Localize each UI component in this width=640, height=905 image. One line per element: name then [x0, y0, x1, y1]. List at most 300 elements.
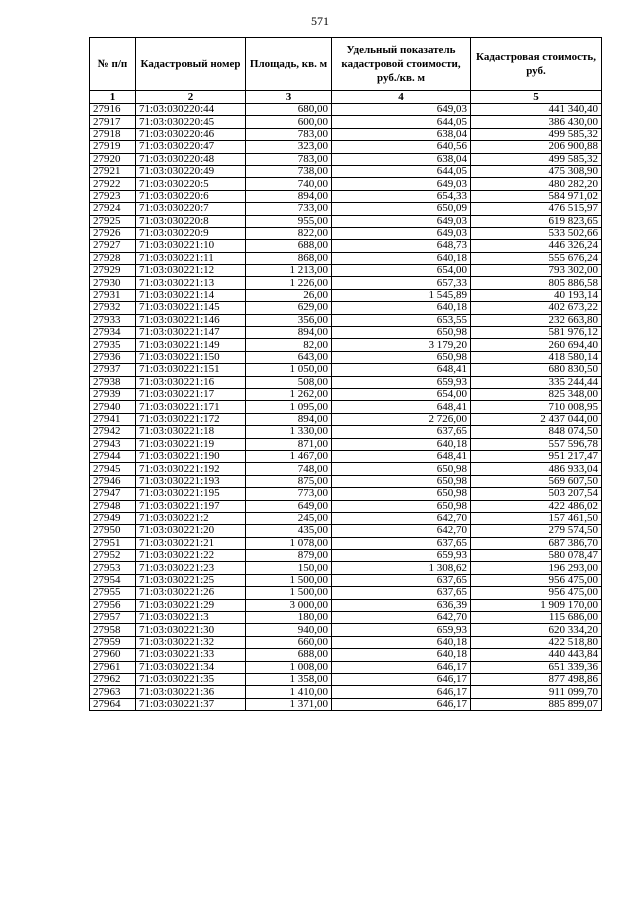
area-cell: 629,00 — [246, 302, 332, 314]
cadastral-number-cell: 71:03:030221:20 — [136, 525, 246, 537]
col-number-3: 3 — [246, 91, 332, 104]
cadastral-number-cell: 71:03:030221:23 — [136, 562, 246, 574]
unit-value-cell: 650,09 — [332, 203, 471, 215]
cadastral-number-cell: 71:03:030221:26 — [136, 587, 246, 599]
table-row — [90, 562, 602, 574]
row-number-cell: 27954 — [90, 574, 136, 586]
area-cell: 688,00 — [246, 240, 332, 252]
cadastral-number-cell: 71:03:030221:147 — [136, 327, 246, 339]
cadastral-number-cell: 71:03:030220:8 — [136, 215, 246, 227]
row-number-cell: 27957 — [90, 612, 136, 624]
table-row — [90, 128, 602, 140]
unit-value-cell: 659,93 — [332, 550, 471, 562]
cadastral-value-cell: 651 339,36 — [471, 661, 602, 673]
row-number-cell: 27925 — [90, 215, 136, 227]
area-cell: 894,00 — [246, 413, 332, 425]
row-number-cell: 27936 — [90, 351, 136, 363]
row-number-cell: 27918 — [90, 128, 136, 140]
row-number-cell: 27923 — [90, 190, 136, 202]
table-row — [90, 252, 602, 264]
area-cell: 26,00 — [246, 289, 332, 301]
cadastral-value-cell: 499 585,32 — [471, 128, 602, 140]
cadastral-value-cell: 805 886,58 — [471, 277, 602, 289]
area-cell: 600,00 — [246, 116, 332, 128]
unit-value-cell: 640,18 — [332, 649, 471, 661]
cadastral-value-cell: 279 574,50 — [471, 525, 602, 537]
area-cell: 1 358,00 — [246, 673, 332, 685]
unit-value-cell: 648,73 — [332, 240, 471, 252]
row-number-cell: 27948 — [90, 500, 136, 512]
unit-value-cell: 640,18 — [332, 302, 471, 314]
cadastral-value-cell: 793 302,00 — [471, 265, 602, 277]
cadastral-number-cell: 71:03:030220:46 — [136, 128, 246, 140]
cadastral-number-cell: 71:03:030221:151 — [136, 364, 246, 376]
row-number-cell: 27962 — [90, 673, 136, 685]
table-row — [90, 488, 602, 500]
unit-value-cell: 650,98 — [332, 500, 471, 512]
table-header-row — [90, 38, 602, 91]
area-cell: 871,00 — [246, 438, 332, 450]
area-cell: 868,00 — [246, 252, 332, 264]
col-header-cadastral-value: Кадастровая стоимость, руб. — [471, 38, 602, 91]
cadastral-value-cell: 386 430,00 — [471, 116, 602, 128]
cadastral-number-cell: 71:03:030220:45 — [136, 116, 246, 128]
area-cell: 894,00 — [246, 327, 332, 339]
row-number-cell: 27956 — [90, 599, 136, 611]
area-cell: 660,00 — [246, 636, 332, 648]
cadastral-value-cell: 569 607,50 — [471, 475, 602, 487]
row-number-cell: 27917 — [90, 116, 136, 128]
cadastral-value-cell: 206 900,88 — [471, 141, 602, 153]
row-number-cell: 27937 — [90, 364, 136, 376]
unit-value-cell: 650,98 — [332, 475, 471, 487]
area-cell: 356,00 — [246, 314, 332, 326]
unit-value-cell: 2 726,00 — [332, 413, 471, 425]
area-cell: 1 095,00 — [246, 401, 332, 413]
table-row — [90, 289, 602, 301]
table-row — [90, 165, 602, 177]
cadastral-number-cell: 71:03:030220:48 — [136, 153, 246, 165]
unit-value-cell: 640,18 — [332, 636, 471, 648]
cadastral-number-cell: 71:03:030221:21 — [136, 537, 246, 549]
table-row — [90, 351, 602, 363]
cadastral-number-cell: 71:03:030221:145 — [136, 302, 246, 314]
cadastral-value-cell: 476 515,97 — [471, 203, 602, 215]
unit-value-cell: 637,65 — [332, 587, 471, 599]
unit-value-cell: 654,33 — [332, 190, 471, 202]
cadastral-value-cell: 619 823,65 — [471, 215, 602, 227]
cadastral-value-cell: 956 475,00 — [471, 574, 602, 586]
cadastral-value-cell: 825 348,00 — [471, 388, 602, 400]
table-row — [90, 636, 602, 648]
table-row — [90, 500, 602, 512]
table-row — [90, 302, 602, 314]
row-number-cell: 27935 — [90, 339, 136, 351]
cadastral-value-cell: 40 193,14 — [471, 289, 602, 301]
table-row — [90, 624, 602, 636]
row-number-cell: 27953 — [90, 562, 136, 574]
row-number-cell: 27922 — [90, 178, 136, 190]
table-row — [90, 388, 602, 400]
unit-value-cell: 650,98 — [332, 463, 471, 475]
row-number-cell: 27959 — [90, 636, 136, 648]
area-cell: 1 008,00 — [246, 661, 332, 673]
unit-value-cell: 659,93 — [332, 376, 471, 388]
unit-value-cell: 649,03 — [332, 178, 471, 190]
area-cell: 955,00 — [246, 215, 332, 227]
row-number-cell: 27943 — [90, 438, 136, 450]
cadastral-number-cell: 71:03:030221:36 — [136, 686, 246, 698]
cadastral-value-cell: 418 580,14 — [471, 351, 602, 363]
table-row — [90, 364, 602, 376]
area-cell: 680,00 — [246, 104, 332, 116]
row-number-cell: 27944 — [90, 450, 136, 462]
area-cell: 1 262,00 — [246, 388, 332, 400]
cadastral-value-cell: 580 078,47 — [471, 550, 602, 562]
row-number-cell: 27933 — [90, 314, 136, 326]
row-number-cell: 27938 — [90, 376, 136, 388]
cadastral-value-cell: 581 976,12 — [471, 327, 602, 339]
area-cell: 245,00 — [246, 512, 332, 524]
table-column-numbers-row — [90, 91, 602, 104]
area-cell: 822,00 — [246, 227, 332, 239]
area-cell: 1 213,00 — [246, 265, 332, 277]
cadastral-value-table — [89, 37, 602, 711]
area-cell: 738,00 — [246, 165, 332, 177]
area-cell: 180,00 — [246, 612, 332, 624]
table-row — [90, 153, 602, 165]
row-number-cell: 27921 — [90, 165, 136, 177]
cadastral-value-cell: 877 498,86 — [471, 673, 602, 685]
col-header-unit-value: Удельный показатель кадастровой стоимости, руб./кв. м — [332, 38, 471, 91]
unit-value-cell: 644,05 — [332, 165, 471, 177]
cadastral-value-cell: 1 909 170,00 — [471, 599, 602, 611]
cadastral-number-cell: 71:03:030221:195 — [136, 488, 246, 500]
table-row — [90, 587, 602, 599]
cadastral-value-cell: 475 308,90 — [471, 165, 602, 177]
cadastral-number-cell: 71:03:030221:10 — [136, 240, 246, 252]
row-number-cell: 27951 — [90, 537, 136, 549]
cadastral-value-cell: 446 326,24 — [471, 240, 602, 252]
table-row — [90, 314, 602, 326]
cadastral-number-cell: 71:03:030221:18 — [136, 426, 246, 438]
area-cell: 1 410,00 — [246, 686, 332, 698]
cadastral-value-cell: 422 518,80 — [471, 636, 602, 648]
area-cell: 740,00 — [246, 178, 332, 190]
table-row — [90, 537, 602, 549]
col-header-number: № п/п — [90, 38, 136, 91]
area-cell: 82,00 — [246, 339, 332, 351]
table-row — [90, 673, 602, 685]
unit-value-cell: 650,98 — [332, 327, 471, 339]
table-row — [90, 512, 602, 524]
table-row — [90, 599, 602, 611]
table-row — [90, 178, 602, 190]
unit-value-cell: 650,98 — [332, 488, 471, 500]
cadastral-value-cell: 115 686,00 — [471, 612, 602, 624]
unit-value-cell: 646,17 — [332, 661, 471, 673]
area-cell: 1 226,00 — [246, 277, 332, 289]
unit-value-cell: 1 545,89 — [332, 289, 471, 301]
table-row — [90, 413, 602, 425]
cadastral-value-cell: 196 293,00 — [471, 562, 602, 574]
cadastral-value-cell: 848 074,50 — [471, 426, 602, 438]
area-cell: 323,00 — [246, 141, 332, 153]
area-cell: 508,00 — [246, 376, 332, 388]
cadastral-value-cell: 956 475,00 — [471, 587, 602, 599]
cadastral-number-cell: 71:03:030221:37 — [136, 698, 246, 710]
cadastral-number-cell: 71:03:030221:192 — [136, 463, 246, 475]
unit-value-cell: 649,03 — [332, 227, 471, 239]
cadastral-number-cell: 71:03:030221:17 — [136, 388, 246, 400]
cadastral-value-cell: 584 971,02 — [471, 190, 602, 202]
table-row — [90, 116, 602, 128]
cadastral-value-cell: 680 830,50 — [471, 364, 602, 376]
table-row — [90, 612, 602, 624]
unit-value-cell: 642,70 — [332, 612, 471, 624]
cadastral-number-cell: 71:03:030221:3 — [136, 612, 246, 624]
table-row — [90, 475, 602, 487]
cadastral-value-cell: 499 585,32 — [471, 153, 602, 165]
unit-value-cell: 654,00 — [332, 388, 471, 400]
cadastral-value-cell: 441 340,40 — [471, 104, 602, 116]
row-number-cell: 27950 — [90, 525, 136, 537]
cadastral-number-cell: 71:03:030221:35 — [136, 673, 246, 685]
cadastral-value-cell: 2 437 044,00 — [471, 413, 602, 425]
cadastral-value-cell: 157 461,50 — [471, 512, 602, 524]
area-cell: 733,00 — [246, 203, 332, 215]
table-row — [90, 463, 602, 475]
unit-value-cell: 637,65 — [332, 537, 471, 549]
unit-value-cell: 654,00 — [332, 265, 471, 277]
area-cell: 1 467,00 — [246, 450, 332, 462]
row-number-cell: 27924 — [90, 203, 136, 215]
table-row — [90, 525, 602, 537]
table-row — [90, 376, 602, 388]
area-cell: 649,00 — [246, 500, 332, 512]
unit-value-cell: 640,18 — [332, 438, 471, 450]
table-row — [90, 550, 602, 562]
unit-value-cell: 640,18 — [332, 252, 471, 264]
table-row — [90, 450, 602, 462]
area-cell: 1 371,00 — [246, 698, 332, 710]
row-number-cell: 27919 — [90, 141, 136, 153]
cadastral-value-cell: 503 207,54 — [471, 488, 602, 500]
cadastral-number-cell: 71:03:030221:149 — [136, 339, 246, 351]
cadastral-number-cell: 71:03:030220:49 — [136, 165, 246, 177]
table-row — [90, 426, 602, 438]
row-number-cell: 27961 — [90, 661, 136, 673]
area-cell: 435,00 — [246, 525, 332, 537]
unit-value-cell: 649,03 — [332, 215, 471, 227]
row-number-cell: 27932 — [90, 302, 136, 314]
unit-value-cell: 659,93 — [332, 624, 471, 636]
cadastral-value-cell: 486 933,04 — [471, 463, 602, 475]
table-row — [90, 686, 602, 698]
table-row — [90, 401, 602, 413]
cadastral-number-cell: 71:03:030220:6 — [136, 190, 246, 202]
table-row — [90, 227, 602, 239]
area-cell: 783,00 — [246, 128, 332, 140]
area-cell: 1 330,00 — [246, 426, 332, 438]
cadastral-number-cell: 71:03:030221:25 — [136, 574, 246, 586]
cadastral-value-cell: 533 502,66 — [471, 227, 602, 239]
area-cell: 875,00 — [246, 475, 332, 487]
cadastral-number-cell: 71:03:030221:146 — [136, 314, 246, 326]
table-row — [90, 215, 602, 227]
unit-value-cell: 646,17 — [332, 698, 471, 710]
row-number-cell: 27916 — [90, 104, 136, 116]
row-number-cell: 27930 — [90, 277, 136, 289]
cadastral-value-cell: 260 694,40 — [471, 339, 602, 351]
cadastral-number-cell: 71:03:030221:30 — [136, 624, 246, 636]
area-cell: 894,00 — [246, 190, 332, 202]
cadastral-value-cell: 557 596,78 — [471, 438, 602, 450]
table-row — [90, 649, 602, 661]
cadastral-number-cell: 71:03:030220:47 — [136, 141, 246, 153]
table-row — [90, 141, 602, 153]
cadastral-number-cell: 71:03:030221:22 — [136, 550, 246, 562]
col-header-cadastral-number: Кадастровый номер — [136, 38, 246, 91]
cadastral-number-cell: 71:03:030221:172 — [136, 413, 246, 425]
cadastral-value-cell: 402 673,22 — [471, 302, 602, 314]
unit-value-cell: 646,17 — [332, 673, 471, 685]
unit-value-cell: 648,41 — [332, 364, 471, 376]
table-row — [90, 339, 602, 351]
row-number-cell: 27920 — [90, 153, 136, 165]
row-number-cell: 27929 — [90, 265, 136, 277]
col-number-1: 1 — [90, 91, 136, 104]
table-row — [90, 240, 602, 252]
area-cell: 748,00 — [246, 463, 332, 475]
cadastral-value-cell: 335 244,44 — [471, 376, 602, 388]
row-number-cell: 27941 — [90, 413, 136, 425]
table-row — [90, 265, 602, 277]
area-cell: 3 000,00 — [246, 599, 332, 611]
table-row — [90, 438, 602, 450]
unit-value-cell: 1 308,62 — [332, 562, 471, 574]
unit-value-cell: 642,70 — [332, 525, 471, 537]
col-number-2: 2 — [136, 91, 246, 104]
row-number-cell: 27940 — [90, 401, 136, 413]
row-number-cell: 27964 — [90, 698, 136, 710]
table-row — [90, 574, 602, 586]
area-cell: 940,00 — [246, 624, 332, 636]
table-row — [90, 661, 602, 673]
cadastral-number-cell: 71:03:030220:5 — [136, 178, 246, 190]
row-number-cell: 27947 — [90, 488, 136, 500]
cadastral-number-cell: 71:03:030221:150 — [136, 351, 246, 363]
cadastral-value-cell: 687 386,70 — [471, 537, 602, 549]
row-number-cell: 27934 — [90, 327, 136, 339]
cadastral-number-cell: 71:03:030221:193 — [136, 475, 246, 487]
row-number-cell: 27963 — [90, 686, 136, 698]
cadastral-number-cell: 71:03:030221:197 — [136, 500, 246, 512]
unit-value-cell: 637,65 — [332, 426, 471, 438]
cadastral-value-cell: 911 099,70 — [471, 686, 602, 698]
area-cell: 773,00 — [246, 488, 332, 500]
col-number-4: 4 — [332, 91, 471, 104]
cadastral-number-cell: 71:03:030221:14 — [136, 289, 246, 301]
area-cell: 643,00 — [246, 351, 332, 363]
table-row — [90, 327, 602, 339]
row-number-cell: 27945 — [90, 463, 136, 475]
area-cell: 150,00 — [246, 562, 332, 574]
row-number-cell: 27960 — [90, 649, 136, 661]
row-number-cell: 27952 — [90, 550, 136, 562]
cadastral-number-cell: 71:03:030220:44 — [136, 104, 246, 116]
cadastral-value-cell: 422 486,02 — [471, 500, 602, 512]
col-header-area: Площадь, кв. м — [246, 38, 332, 91]
cadastral-value-cell: 440 443,84 — [471, 649, 602, 661]
cadastral-number-cell: 71:03:030221:29 — [136, 599, 246, 611]
cadastral-value-cell: 480 282,20 — [471, 178, 602, 190]
unit-value-cell: 640,56 — [332, 141, 471, 153]
row-number-cell: 27958 — [90, 624, 136, 636]
unit-value-cell: 642,70 — [332, 512, 471, 524]
cadastral-number-cell: 71:03:030220:9 — [136, 227, 246, 239]
row-number-cell: 27946 — [90, 475, 136, 487]
row-number-cell: 27942 — [90, 426, 136, 438]
row-number-cell: 27939 — [90, 388, 136, 400]
table-row — [90, 203, 602, 215]
cadastral-number-cell: 71:03:030221:11 — [136, 252, 246, 264]
table-row — [90, 190, 602, 202]
row-number-cell: 27927 — [90, 240, 136, 252]
cadastral-number-cell: 71:03:030221:171 — [136, 401, 246, 413]
area-cell: 1 078,00 — [246, 537, 332, 549]
row-number-cell: 27926 — [90, 227, 136, 239]
unit-value-cell: 3 179,20 — [332, 339, 471, 351]
table-body — [90, 104, 602, 711]
unit-value-cell: 644,05 — [332, 116, 471, 128]
table-row — [90, 104, 602, 116]
cadastral-number-cell: 71:03:030221:13 — [136, 277, 246, 289]
cadastral-number-cell: 71:03:030221:33 — [136, 649, 246, 661]
area-cell: 1 050,00 — [246, 364, 332, 376]
row-number-cell: 27931 — [90, 289, 136, 301]
cadastral-number-cell: 71:03:030221:19 — [136, 438, 246, 450]
cadastral-value-cell: 951 217,47 — [471, 450, 602, 462]
cadastral-number-cell: 71:03:030221:12 — [136, 265, 246, 277]
cadastral-value-cell: 885 899,07 — [471, 698, 602, 710]
area-cell: 1 500,00 — [246, 574, 332, 586]
cadastral-number-cell: 71:03:030220:7 — [136, 203, 246, 215]
unit-value-cell: 650,98 — [332, 351, 471, 363]
area-cell: 879,00 — [246, 550, 332, 562]
cadastral-value-cell: 232 663,80 — [471, 314, 602, 326]
cadastral-value-cell: 555 676,24 — [471, 252, 602, 264]
unit-value-cell: 649,03 — [332, 104, 471, 116]
row-number-cell: 27928 — [90, 252, 136, 264]
unit-value-cell: 638,04 — [332, 153, 471, 165]
cadastral-number-cell: 71:03:030221:190 — [136, 450, 246, 462]
row-number-cell: 27949 — [90, 512, 136, 524]
unit-value-cell: 648,41 — [332, 450, 471, 462]
area-cell: 783,00 — [246, 153, 332, 165]
row-number-cell: 27955 — [90, 587, 136, 599]
unit-value-cell: 646,17 — [332, 686, 471, 698]
unit-value-cell: 638,04 — [332, 128, 471, 140]
unit-value-cell: 636,39 — [332, 599, 471, 611]
cadastral-number-cell: 71:03:030221:2 — [136, 512, 246, 524]
page-number: 571 — [311, 14, 329, 28]
unit-value-cell: 657,33 — [332, 277, 471, 289]
table-row — [90, 698, 602, 710]
cadastral-number-cell: 71:03:030221:16 — [136, 376, 246, 388]
unit-value-cell: 637,65 — [332, 574, 471, 586]
cadastral-number-cell: 71:03:030221:32 — [136, 636, 246, 648]
